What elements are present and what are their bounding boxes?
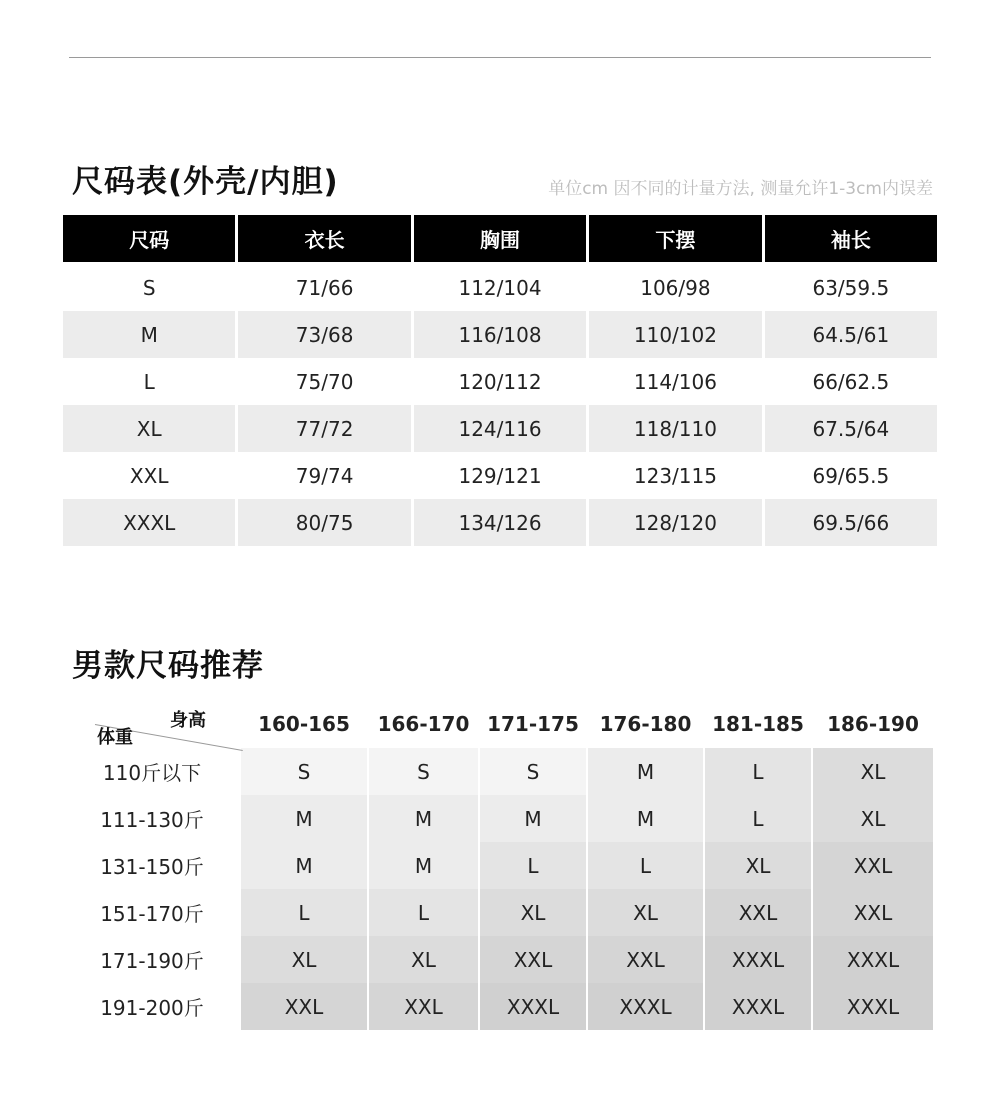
table-cell: 114/106 bbox=[633, 369, 717, 394]
table-cell: 118/110 bbox=[589, 405, 761, 452]
size-recommendation-cell: M bbox=[588, 748, 705, 795]
table-row bbox=[63, 889, 933, 936]
table-cell: 75/70 bbox=[295, 369, 354, 394]
size-recommendation-cell: XXXL bbox=[813, 983, 933, 1030]
header-cell: 下摆 bbox=[589, 215, 761, 262]
size-recommendation-cell: M bbox=[369, 795, 480, 842]
size-recommendation-cell: L bbox=[369, 889, 480, 936]
height-header: 176-180 bbox=[588, 700, 705, 748]
height-axis-label: 身高 bbox=[170, 710, 206, 731]
table-row bbox=[63, 405, 937, 452]
table-cell: 106/98 bbox=[640, 275, 711, 300]
height-header: 160-165 bbox=[241, 700, 369, 748]
size-recommendation-cell: XL bbox=[813, 795, 933, 842]
size-table-header bbox=[63, 215, 937, 262]
table-row bbox=[63, 499, 937, 546]
size-recommendation-cell: M bbox=[369, 842, 480, 889]
size-recommendation-cell: M bbox=[241, 795, 369, 842]
table-cell: S bbox=[142, 275, 156, 300]
table-row bbox=[63, 795, 933, 842]
size-table-title: 尺码表(外壳/内胆) bbox=[72, 164, 339, 200]
corner-cell bbox=[63, 700, 241, 748]
weight-label: 171-190斤 bbox=[63, 936, 241, 983]
size-recommendation-cell: XXL bbox=[588, 936, 705, 983]
header-cell: 尺码 bbox=[63, 215, 235, 262]
size-recommendation-cell: XXXL bbox=[705, 936, 813, 983]
table-row bbox=[63, 358, 937, 405]
table-row bbox=[63, 748, 933, 795]
size-recommendation-cell: XL bbox=[813, 748, 933, 795]
unit-note: 单位cm 因不同的计量方法, 测量允许1-3cm内误差 bbox=[548, 179, 933, 199]
table-cell: 64.5/61 bbox=[765, 311, 937, 358]
table-cell: XL bbox=[63, 405, 235, 452]
table-cell: 71/66 bbox=[295, 275, 354, 300]
size-recommendation-cell: XXL bbox=[813, 842, 933, 889]
size-recommendation-cell: XXXL bbox=[588, 983, 705, 1030]
size-recommendation-cell: L bbox=[705, 748, 813, 795]
table-cell: 124/116 bbox=[414, 405, 586, 452]
size-recommendation-cell: XXL bbox=[241, 983, 369, 1030]
size-recommendation-cell: L bbox=[480, 842, 588, 889]
size-recommendation-cell: S bbox=[369, 748, 480, 795]
recommend-title: 男款尺码推荐 bbox=[72, 648, 264, 684]
size-recommendation-cell: XXXL bbox=[705, 983, 813, 1030]
table-cell: 134/126 bbox=[414, 499, 586, 546]
size-recommendation-cell: M bbox=[588, 795, 705, 842]
table-cell: 69/65.5 bbox=[812, 463, 890, 488]
table-cell: 73/68 bbox=[238, 311, 410, 358]
table-cell: 128/120 bbox=[589, 499, 761, 546]
height-header: 181-185 bbox=[705, 700, 813, 748]
height-header: 186-190 bbox=[813, 700, 933, 748]
size-recommendation-cell: XXXL bbox=[813, 936, 933, 983]
weight-label: 191-200斤 bbox=[63, 983, 241, 1030]
header-cell: 袖长 bbox=[765, 215, 937, 262]
table-row bbox=[63, 452, 937, 499]
weight-label: 131-150斤 bbox=[63, 842, 241, 889]
weight-label: 110斤以下 bbox=[63, 748, 241, 795]
table-row bbox=[63, 842, 933, 889]
size-recommendation-cell: XXL bbox=[480, 936, 588, 983]
header-cell: 衣长 bbox=[238, 215, 410, 262]
size-recommendation-cell: S bbox=[241, 748, 369, 795]
table-cell: 66/62.5 bbox=[812, 369, 890, 394]
size-recommendation-cell: M bbox=[241, 842, 369, 889]
weight-label: 151-170斤 bbox=[63, 889, 241, 936]
size-recommendation-cell: L bbox=[241, 889, 369, 936]
table-cell: 77/72 bbox=[238, 405, 410, 452]
weight-label: 111-130斤 bbox=[63, 795, 241, 842]
table-cell: 63/59.5 bbox=[812, 275, 890, 300]
table-row bbox=[63, 983, 933, 1030]
size-recommendation-cell: M bbox=[480, 795, 588, 842]
size-recommendation-cell: XL bbox=[241, 936, 369, 983]
table-cell: 116/108 bbox=[414, 311, 586, 358]
table-row bbox=[63, 264, 937, 311]
table-cell: 123/115 bbox=[633, 463, 717, 488]
size-recommendation-cell: XXL bbox=[705, 889, 813, 936]
table-cell: 79/74 bbox=[295, 463, 354, 488]
table-cell: 69.5/66 bbox=[765, 499, 937, 546]
height-header: 171-175 bbox=[480, 700, 588, 748]
size-table bbox=[63, 215, 937, 546]
table-row bbox=[63, 936, 933, 983]
table-cell: 112/104 bbox=[458, 275, 542, 300]
size-recommendation-cell: XL bbox=[588, 889, 705, 936]
size-recommendation-cell: L bbox=[705, 795, 813, 842]
header-cell: 胸围 bbox=[414, 215, 586, 262]
table-cell: 67.5/64 bbox=[765, 405, 937, 452]
size-recommendation-cell: S bbox=[480, 748, 588, 795]
table-cell: 129/121 bbox=[458, 463, 542, 488]
size-recommendation-cell: XL bbox=[480, 889, 588, 936]
table-cell: XXXL bbox=[63, 499, 235, 546]
size-recommendation-cell: XXXL bbox=[480, 983, 588, 1030]
size-recommendation-cell: XL bbox=[369, 936, 480, 983]
table-cell: 110/102 bbox=[589, 311, 761, 358]
size-recommendation-cell: XXL bbox=[813, 889, 933, 936]
table-cell: 120/112 bbox=[458, 369, 542, 394]
recommend-table bbox=[63, 700, 933, 1030]
recommend-header bbox=[63, 700, 933, 748]
weight-axis-label: 体重 bbox=[97, 727, 133, 748]
table-cell: L bbox=[143, 369, 155, 394]
table-row bbox=[63, 311, 937, 358]
table-cell: 80/75 bbox=[238, 499, 410, 546]
height-header: 166-170 bbox=[369, 700, 480, 748]
table-cell: M bbox=[63, 311, 235, 358]
table-cell: XXL bbox=[129, 463, 169, 488]
top-divider bbox=[69, 57, 931, 58]
size-recommendation-cell: L bbox=[588, 842, 705, 889]
size-recommendation-cell: XXL bbox=[369, 983, 480, 1030]
size-recommendation-cell: XL bbox=[705, 842, 813, 889]
